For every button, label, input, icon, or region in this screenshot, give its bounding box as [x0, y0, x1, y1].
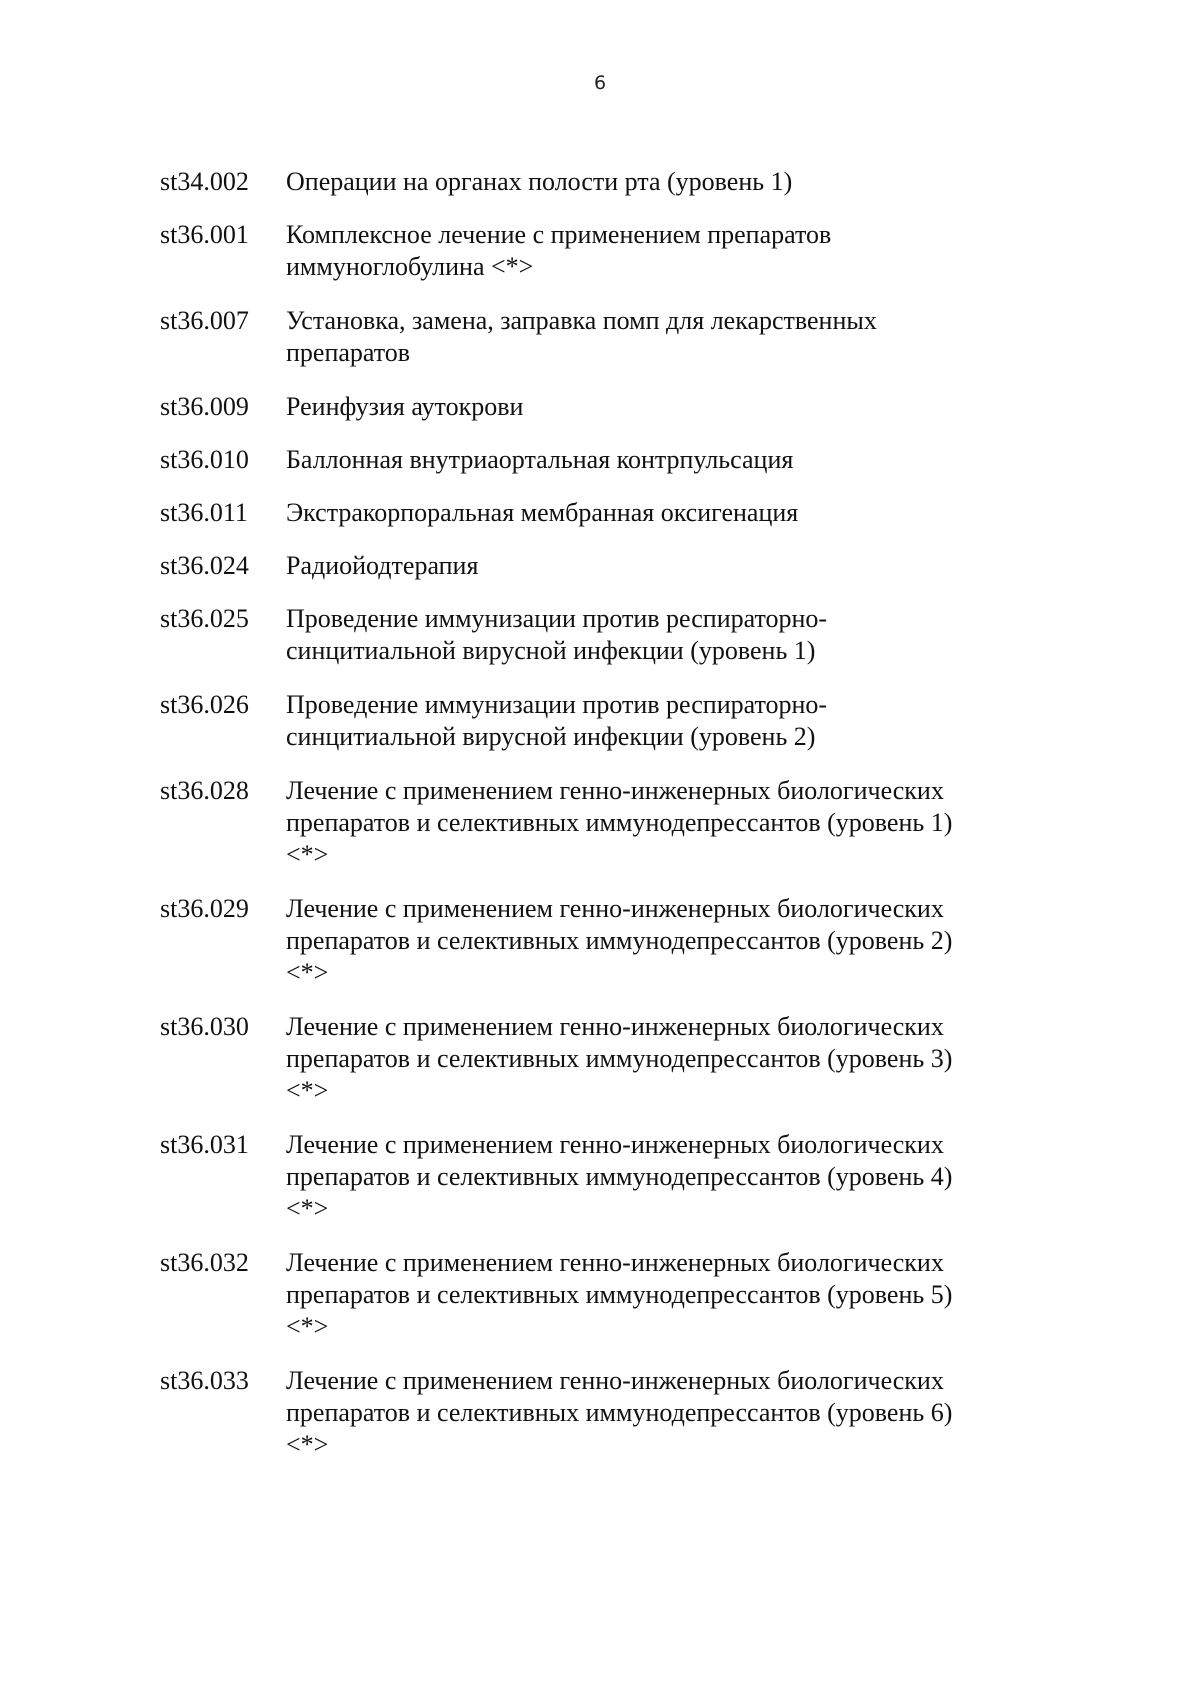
item-code: st36.009	[160, 392, 249, 421]
item-code: st36.031	[160, 1130, 249, 1159]
item-code: st36.010	[160, 445, 249, 474]
item-code: st36.007	[160, 306, 249, 335]
item-code: st36.033	[160, 1366, 249, 1395]
item-description: Проведение иммунизации против респираторно- синцитиальной вирусной инфекции (уровень 2)	[286, 690, 828, 751]
item-code: st36.025	[160, 604, 249, 633]
item-description: Операции на органах полости рта (уровень 1)	[286, 167, 793, 196]
item-description: Баллонная внутриаортальная контрпульсация	[286, 445, 794, 474]
item-code: st36.001	[160, 220, 249, 249]
item-description: Установка, замена, заправка помп для лекарственных препаратов	[286, 306, 877, 367]
item-code: st36.026	[160, 690, 249, 719]
item-description: Экстракорпоральная мембранная оксигенация	[286, 498, 799, 527]
item-code: st36.029	[160, 894, 249, 923]
item-code: st36.028	[160, 776, 249, 805]
list-item	[160, 391, 1040, 423]
item-description: Лечение с применением генно-инженерных биологических препаратов и селективных иммунодепрессантов (уровень 6) <*>	[286, 1366, 953, 1459]
item-code: st36.011	[160, 498, 248, 527]
item-code: st36.032	[160, 1248, 249, 1277]
list-item	[160, 305, 1040, 369]
item-description: Лечение с применением генно-инженерных биологических препаратов и селективных иммунодепрессантов (уровень 2) <*>	[286, 894, 953, 987]
list-item	[160, 689, 1040, 753]
code-list	[160, 166, 1040, 1483]
item-description: Лечение с применением генно-инженерных биологических препаратов и селективных иммунодепрессантов (уровень 1) <*>	[286, 776, 953, 869]
list-item	[160, 550, 1040, 582]
item-code: st36.024	[160, 551, 249, 580]
item-description: Лечение с применением генно-инженерных биологических препаратов и селективных иммунодепрессантов (уровень 5) <*>	[286, 1248, 953, 1341]
list-item	[160, 166, 1040, 198]
list-item	[160, 444, 1040, 476]
item-description: Проведение иммунизации против респираторно- синцитиальной вирусной инфекции (уровень 1)	[286, 604, 828, 665]
page-number: 6	[593, 72, 607, 94]
item-description: Лечение с применением генно-инженерных биологических препаратов и селективных иммунодепрессантов (уровень 3) <*>	[286, 1012, 953, 1105]
list-item	[160, 775, 1040, 871]
item-description: Радиойодтерапия	[286, 551, 479, 580]
item-code: st34.002	[160, 167, 249, 196]
list-item	[160, 1247, 1040, 1343]
list-item	[160, 603, 1040, 667]
list-item	[160, 219, 1040, 283]
list-item	[160, 1365, 1040, 1461]
list-item	[160, 1011, 1040, 1107]
item-code: st36.030	[160, 1012, 249, 1041]
list-item	[160, 893, 1040, 989]
item-description: Лечение с применением генно-инженерных биологических препаратов и селективных иммунодепрессантов (уровень 4) <*>	[286, 1130, 953, 1223]
list-item	[160, 497, 1040, 529]
list-item	[160, 1129, 1040, 1225]
item-description: Реинфузия аутокрови	[286, 392, 524, 421]
item-description: Комплексное лечение с применением препаратов иммуноглобулина <*>	[286, 220, 832, 281]
